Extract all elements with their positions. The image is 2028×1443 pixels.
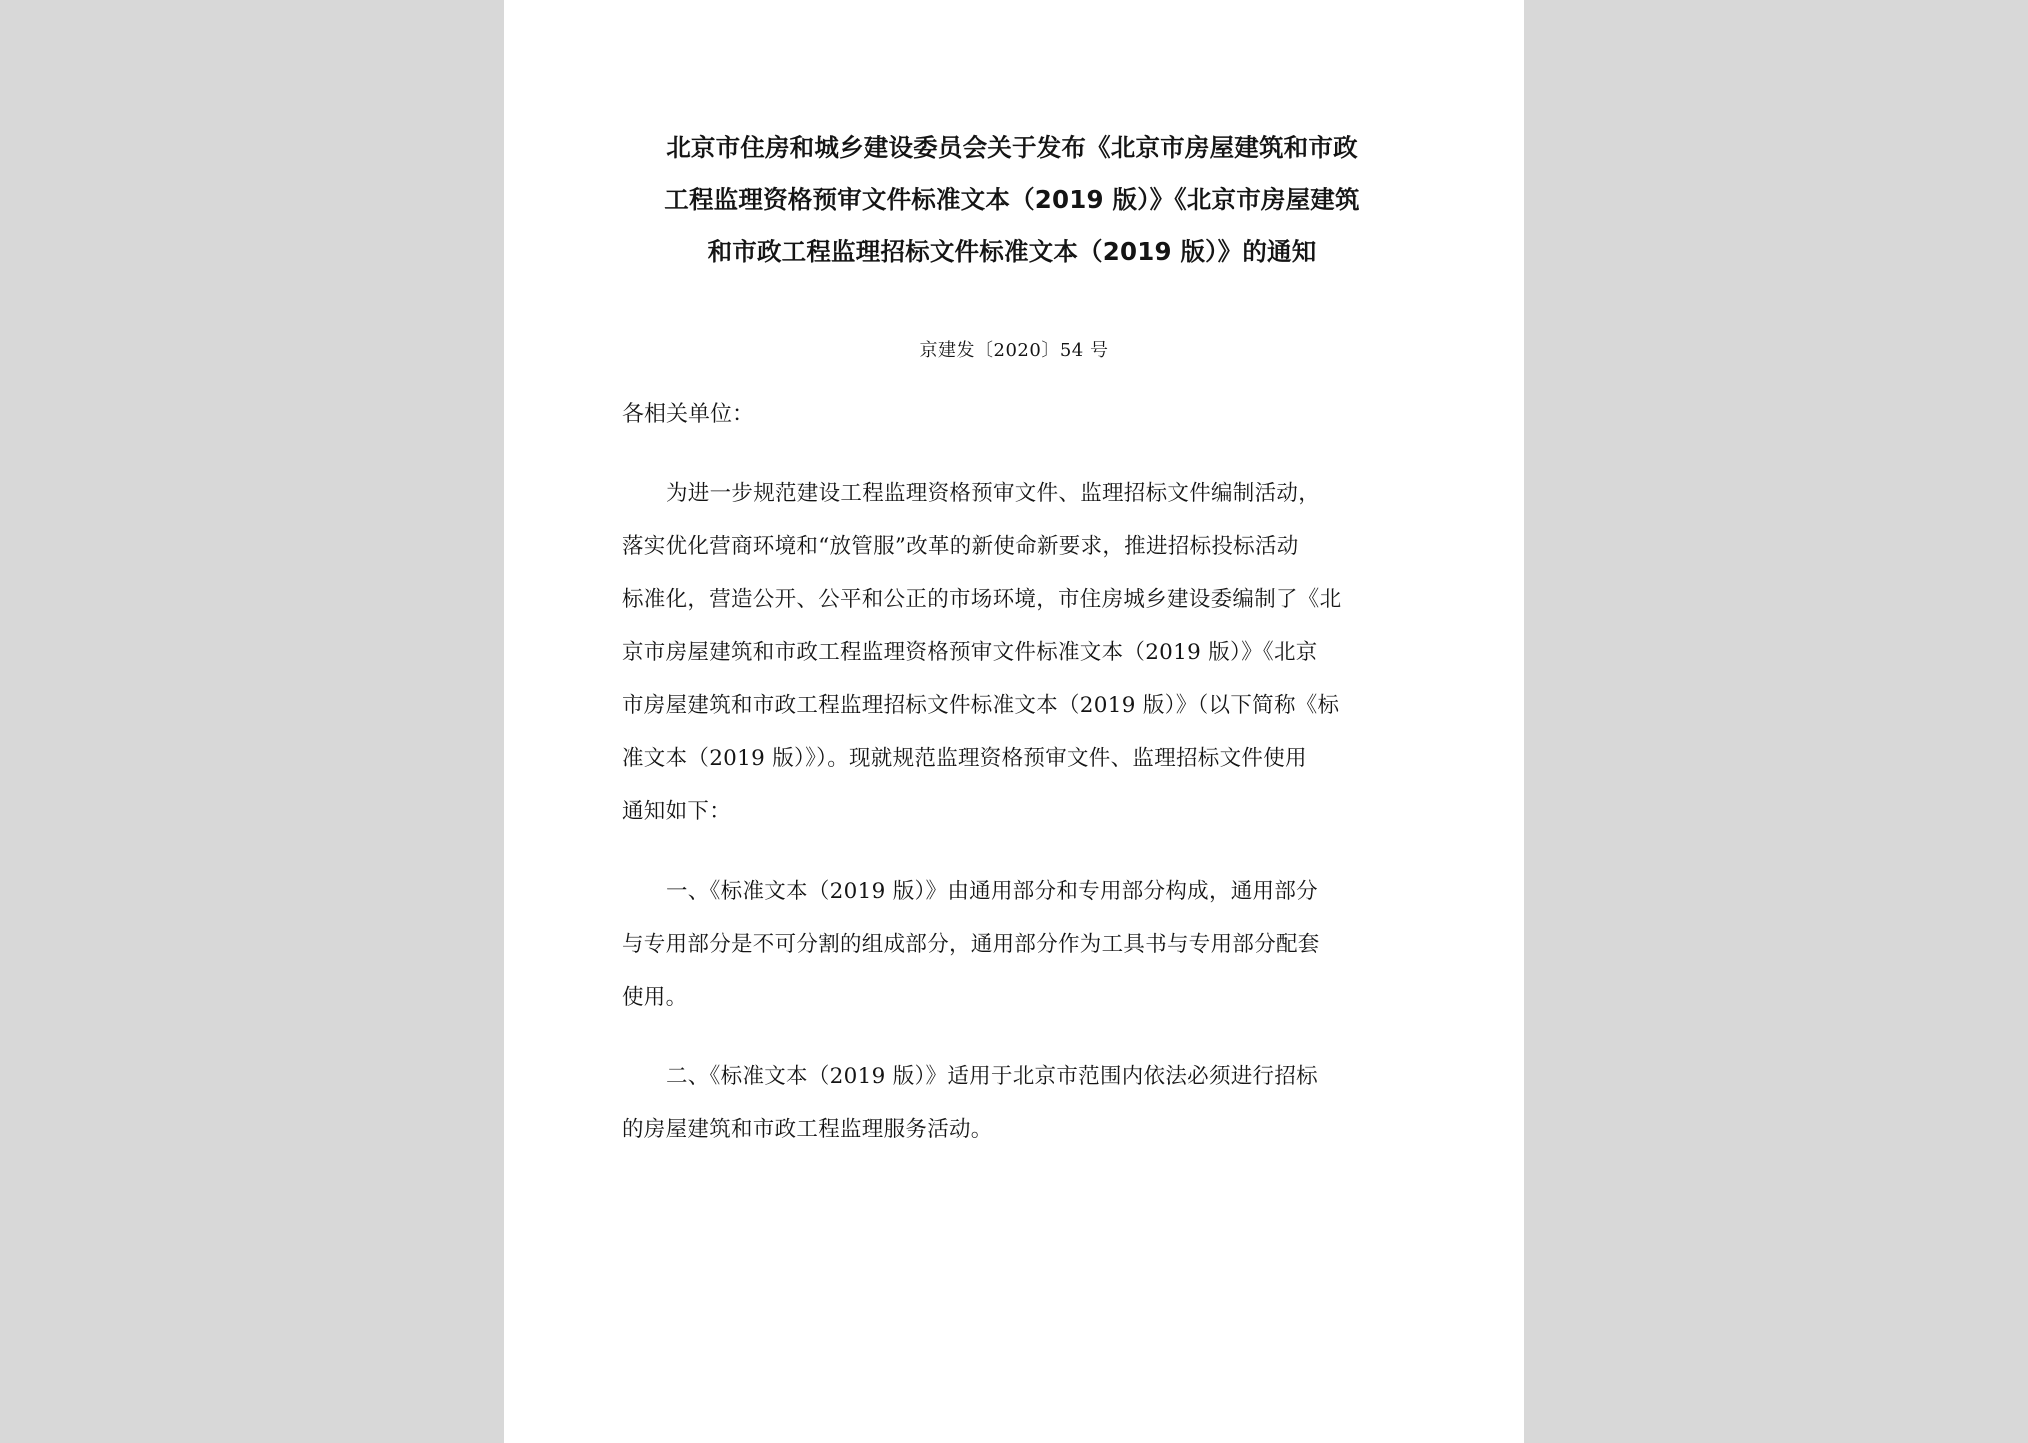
notice-title — [622, 122, 1402, 278]
paragraph-line: 的房屋建筑和市政工程监理服务活动。 — [622, 1117, 993, 1142]
paragraph-line: 市房屋建筑和市政工程监理招标文件标准文本（2019 版）》（以下简称《标 — [622, 693, 1340, 718]
title-line: 工程监理资格预审文件标准文本（2019 版）》《北京市房屋建筑 — [664, 185, 1360, 214]
salutation: 各相关单位： — [622, 402, 755, 427]
paragraph-line: 二、《标准文本（2019 版）》适用于北京市范围内依法必须进行招标 — [666, 1064, 1318, 1089]
paragraph-line: 与专用部分是不可分割的组成部分，通用部分作为工具书与专用部分配套 — [622, 932, 1320, 957]
title-line: 和市政工程监理招标文件标准文本（2019 版）》的通知 — [707, 237, 1317, 266]
paragraph-line: 标准化，营造公开、公平和公正的市场环境，市住房城乡建设委编制了《北 — [622, 587, 1342, 612]
paragraph-line: 落实优化营商环境和“放管服”改革的新使命新要求，推进招标投标活动 — [622, 534, 1299, 559]
document-number: 京建发〔2020〕54 号 — [919, 340, 1109, 361]
paragraph-line: 准文本（2019 版）》）。现就规范监理资格预审文件、监理招标文件使用 — [622, 746, 1307, 771]
paragraph-line: 京市房屋建筑和市政工程监理资格预审文件标准文本（2019 版）》《北京 — [622, 640, 1318, 665]
title-line: 北京市住房和城乡建设委员会关于发布《北京市房屋建筑和市政 — [666, 133, 1358, 162]
paragraph-line: 为进一步规范建设工程监理资格预审文件、监理招标文件编制活动， — [666, 481, 1321, 506]
paragraph-intro — [622, 467, 1402, 838]
paragraph-line: 通知如下： — [622, 799, 732, 824]
paragraph-item-1 — [622, 865, 1402, 1024]
paragraph-item-2 — [622, 1050, 1402, 1156]
paragraph-line: 使用。 — [622, 985, 688, 1010]
paragraph-line: 一、《标准文本（2019 版）》由通用部分和专用部分构成，通用部分 — [666, 879, 1318, 904]
document-page — [504, 0, 1524, 1443]
